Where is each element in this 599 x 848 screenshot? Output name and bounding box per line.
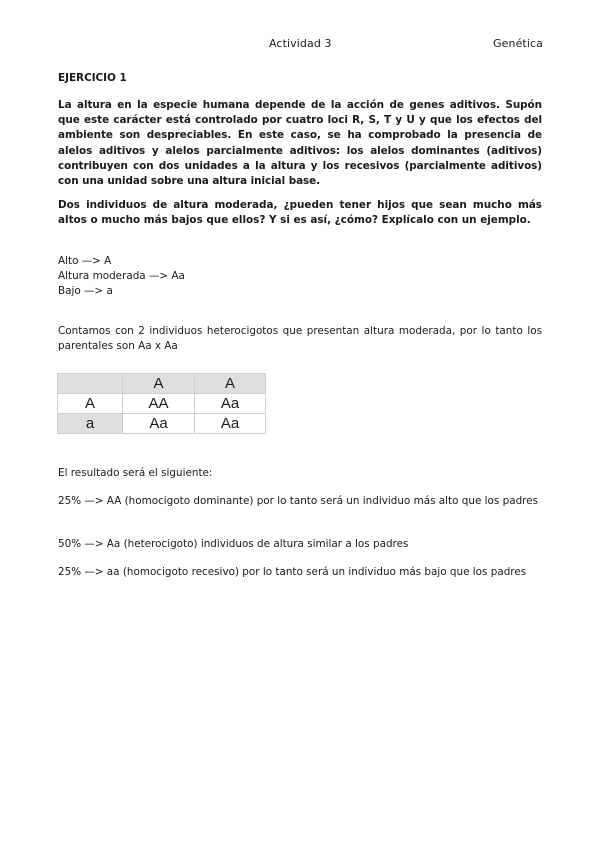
header-activity: Actividad 3 (269, 37, 332, 50)
punnett-square (57, 373, 266, 434)
punnett-row-header: a (58, 414, 123, 434)
result-item: 50% —> Aa (heterocigoto) individuos de altura similar a los padres (58, 538, 409, 550)
punnett-cell: AA (123, 394, 195, 414)
punnett-cell: Aa (195, 394, 266, 414)
punnett-cell: Aa (123, 414, 195, 434)
result-item: 25% —> aa (homocigoto recesivo) por lo tanto será un individuo más bajo que los padres (58, 566, 527, 578)
exercise-title: EJERCICIO 1 (58, 72, 127, 84)
punnett-col-header: A (195, 374, 266, 394)
punnett-corner (58, 374, 123, 394)
allele-legend (58, 254, 542, 299)
legend-line-tall: Alto —> A (58, 255, 112, 267)
cross-description: Contamos con 2 individuos heterocigotos que presentan altura moderada, por lo tanto los parentales son Aa x Aa (58, 325, 542, 353)
result-item: 25% —> AA (homocigoto dominante) por lo tanto será un individuo más alto que los padres (58, 495, 539, 507)
legend-line-short: Bajo —> a (58, 285, 113, 297)
exercise-intro: La altura en la especie humana depende de la acción de genes aditivos. Supón que este carácter está controlado por cuatro loci R, S, T y U y que los efectos del ambiente son despreciables. En este caso, se ha comprobado la presencia de alelos aditivos y alelos parcialmente aditivos: los alelos dominantes (aditivos) contribuyen con dos unidades a la altura y los recesivos (parcialmente aditivos) con una unidad sobre una altura inicial base. (58, 99, 542, 188)
punnett-col-header: A (123, 374, 195, 394)
results-title: El resultado será el siguiente: (58, 467, 213, 479)
punnett-row (58, 414, 266, 434)
punnett-row-header: A (58, 394, 123, 414)
exercise-question: Dos individuos de altura moderada, ¿pueden tener hijos que sean mucho más altos o mucho más bajos que ellos? Y si es así, ¿cómo? Explícalo con un ejemplo. (58, 199, 542, 227)
legend-line-moderate: Altura moderada —> Aa (58, 270, 185, 282)
punnett-cell: Aa (195, 414, 266, 434)
header-subject: Genética (493, 37, 543, 50)
punnett-row (58, 394, 266, 414)
punnett-header-row (58, 374, 266, 394)
